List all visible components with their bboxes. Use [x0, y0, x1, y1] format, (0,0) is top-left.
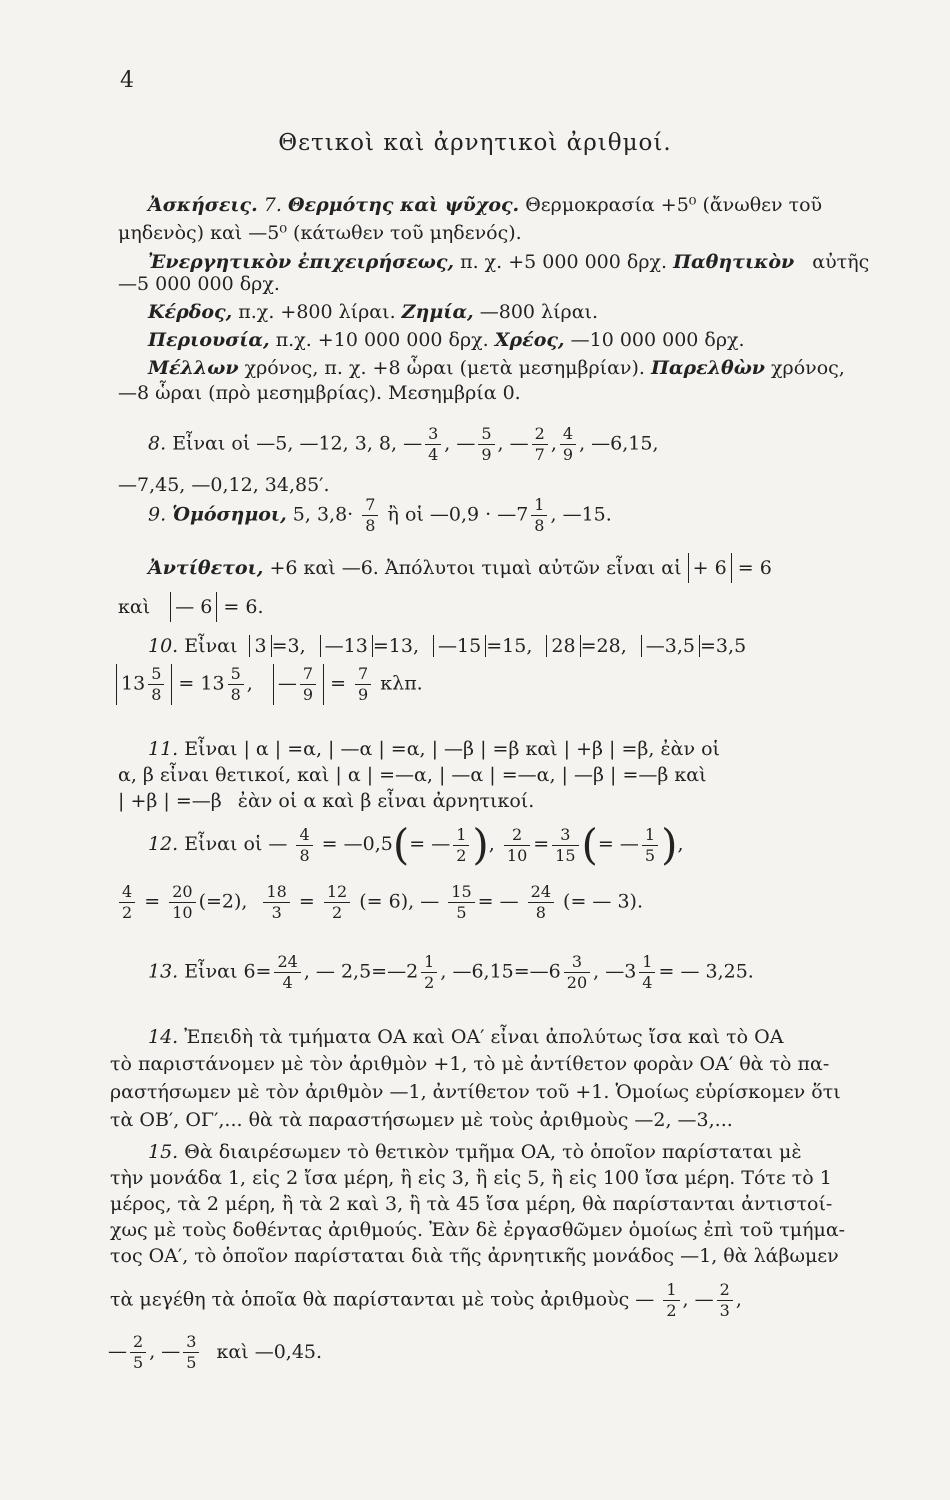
- fraction: $\frac{3}{15}$: [552, 825, 578, 866]
- exercise-7-line-6: Περιουσία, π.χ. +10 000 000 δρχ. Χρέος, —10 000 000 δρχ.: [148, 329, 745, 351]
- fraction: $\frac{1}{2}$: [663, 1280, 679, 1321]
- exercise-15-line-1: 15. Θὰ διαιρέσωμεν τὸ θετικὸν τμῆμα ΟΑ, τὸ ὁποῖον παρίσταται μὲ: [148, 1141, 802, 1163]
- exercise-7-line-8: —8 ὧραι (πρὸ μεσημβρίας). Μεσημβρία 0.: [118, 382, 521, 404]
- fraction: $\frac{24}{4}$: [274, 952, 300, 993]
- fraction: $\frac{3}{5}$: [183, 1332, 199, 1373]
- fraction: $\frac{1}{5}$: [642, 825, 658, 866]
- exercise-15-line-3: μέρος, τὰ 2 μέρη, ἢ τὰ 2 καὶ 3, ἢ τὰ 45 ἴσα μέρη, θὰ παρίστανται ἀντιστοί-: [110, 1193, 833, 1215]
- page-title: Θετικοὶ καὶ ἀρνητικοὶ ἀριθμοί.: [278, 130, 672, 156]
- exercise-11-line-1: 11. Εἶναι | α | =α, | —α | =α, | —β | =β καὶ | +β | =β, ἐὰν οἱ: [148, 738, 720, 760]
- absolute-value: — $\frac{7}{9}$: [273, 664, 324, 705]
- fraction: $\frac{18}{3}$: [263, 882, 289, 923]
- page-number: 4: [120, 68, 134, 93]
- exercise-13-line: 13. Εἶναι 6= $\frac{24}{4}$ , — 2,5=—2 $\frac{1}{2}$ , —6,15=—6 $\frac{3}{20}$ , —3 $\frac{1}{4}$ = — 3,25.: [148, 952, 754, 992]
- exercise-10-line-1: 10. Εἶναι 3 =3, —13 =13, —15 =15, 28 =28, —3,5 =3,5: [148, 635, 747, 657]
- fraction: $\frac{3}{4}$: [425, 424, 441, 465]
- fraction: $\frac{7}{8}$: [362, 495, 378, 536]
- fraction: $\frac{20}{10}$: [169, 882, 195, 923]
- fraction: $\frac{5}{9}$: [478, 424, 494, 465]
- fraction: $\frac{1}{8}$: [531, 495, 547, 536]
- exercise-12-line-1: 12. Εἶναι οἱ — $\frac{4}{8}$ = —0,5(= — $\frac{1}{2}$ ), $\frac{2}{10}$ = $\frac{3}{15}$ (= — $\frac{1}{5}$ ),: [148, 820, 684, 869]
- fraction: $\frac{4}{8}$: [296, 825, 312, 866]
- fraction: $\frac{2}{5}$: [130, 1332, 146, 1373]
- exercise-8-line-1: 8. Εἶναι οἱ —5, —12, 3, 8, — $\frac{3}{4}$ , — $\frac{5}{9}$ , — $\frac{2}{7}$ , $\frac{4}{9}$ , —6,15,: [148, 424, 659, 464]
- exercise-11-line-2: α, β εἶναι θετικοί, καὶ | α | =—α, | —α | =—α, | —β | =—β καὶ: [118, 764, 707, 786]
- fraction: $\frac{1}{4}$: [639, 952, 655, 993]
- fraction: $\frac{2}{3}$: [717, 1280, 733, 1321]
- fraction: $\frac{2}{10}$: [504, 825, 530, 866]
- exercise-14-line-3: ραστήσωμεν μὲ τὸν ἀριθμὸν —1, ἀντίθετον τοῦ +1. Ὁμοίως εὑρίσκομεν ὅτι: [110, 1081, 841, 1103]
- fraction: $\frac{4}{9}$: [560, 424, 576, 465]
- exercise-7-line-2: μηδενὸς) καὶ —5⁰ (κάτωθεν τοῦ μηδενός).: [118, 222, 522, 244]
- fraction: $\frac{1}{2}$: [421, 952, 437, 993]
- exercise-14-line-2: τὸ παριστάνομεν μὲ τὸν ἀριθμὸν +1, τὸ μὲ ἀντίθετον φορὰν ΟΑ′ θὰ τὸ πα-: [110, 1053, 830, 1075]
- exercise-7-line-7: Μέλλων χρόνος, π. χ. +8 ὧραι (μετὰ μεσημβρίαν). Παρελθὼν χρόνος,: [148, 357, 845, 379]
- exercise-15-line-2: τὴν μονάδα 1, εἰς 2 ἴσα μέρη, ἢ εἰς 3, ἢ εἰς 5, ἢ εἰς 100 ἴσα μέρη. Τότε τὸ 1: [110, 1167, 832, 1189]
- exercise-14-line-1: 14. Ἐπειδὴ τὰ τμήματα ΟΑ καὶ ΟΑ′ εἶναι ἀπολύτως ἴσα καὶ τὸ ΟΑ: [148, 1026, 784, 1048]
- fraction: $\frac{2}{7}$: [532, 424, 548, 465]
- exercise-7-line-5: Κέρδος, π.χ. +800 λίραι. Ζημία, —800 λίραι.: [148, 301, 599, 323]
- exercise-14-line-4: τὰ ΟΒ′, ΟΓ′,... θὰ τὰ παραστήσωμεν μὲ τοὺς ἀριθμοὺς —2, —3,...: [110, 1109, 733, 1131]
- exercise-15-line-7: — $\frac{2}{5}$ , — $\frac{3}{5}$ καὶ —0,45.: [108, 1332, 323, 1372]
- fraction: $\frac{4}{2}$: [119, 882, 135, 923]
- absolute-value: 13 $\frac{5}{8}$: [116, 664, 172, 705]
- exercise-10-line-2: 13 $\frac{5}{8}$ = 13 $\frac{5}{8}$ , — $\frac{7}{9}$ = $\frac{7}{9}$ κλπ.: [116, 664, 423, 705]
- fraction: $\frac{7}{9}$: [355, 664, 371, 705]
- fraction: $\frac{24}{8}$: [528, 882, 554, 923]
- fraction: $\frac{5}{8}$: [228, 664, 244, 705]
- exercise-11-line-3: | +β | =—β ἐὰν οἱ α καὶ β εἶναι ἀρνητικοί.: [118, 790, 535, 812]
- exercise-9-line: 9. Ὁμόσημοι, 5, 3,8· $\frac{7}{8}$ ἢ οἱ —0,9 · —7 $\frac{1}{8}$ , —15.: [148, 495, 612, 535]
- exercise-7-line-3: Ἐνεργητικὸν ἐπιχειρήσεως, π. χ. +5 000 000 δρχ. Παθητικὸν αὐτῆς: [148, 251, 870, 273]
- fraction: $\frac{15}{5}$: [448, 882, 474, 923]
- fraction: $\frac{1}{2}$: [453, 825, 469, 866]
- exercise-7-line-1: Ἀσκήσεις. 7. Θερμότης καὶ ψῦχος. Θερμοκρασία +5⁰ (ἄνωθεν τοῦ: [148, 194, 823, 216]
- exercise-12-line-2: $\frac{4}{2}$ = $\frac{20}{10}$ (=2), $\frac{18}{3}$ = $\frac{12}{2}$ (= 6), — $\frac{15}{5}$ = — $\frac{24}{8}$ (= — 3).: [116, 882, 643, 923]
- exercise-15-line-4: χως μὲ τοὺς δοθέντας ἀριθμούς. Ἐὰν δὲ ἐργασθῶμεν ὁμοίως ἐπὶ τοῦ τμήμα-: [110, 1219, 846, 1241]
- exercise-7-line-4: —5 000 000 δρχ.: [118, 273, 280, 295]
- exercise-15-line-5: τος ΟΑ′, τὸ ὁποῖον παρίσταται διὰ τῆς ἀρνητικῆς μονάδος —1, θὰ λάβωμεν: [110, 1245, 839, 1267]
- fraction: $\frac{12}{2}$: [324, 882, 350, 923]
- fraction: $\frac{3}{20}$: [564, 952, 590, 993]
- exercise-8-line-2: —7,45, —0,12, 34,85′.: [118, 474, 330, 496]
- opposites-line-2: καὶ — 6 = 6.: [118, 592, 263, 622]
- opposites-line-1: Ἀντίθετοι, +6 καὶ —6. Ἀπόλυτοι τιμαὶ αὐτῶν εἶναι αἱ + 6 = 6: [148, 553, 772, 583]
- exercise-15-line-6: τὰ μεγέθη τὰ ὁποῖα θὰ παρίστανται μὲ τοὺς ἀριθμοὺς — $\frac{1}{2}$ , — $\frac{2}{3}$ ,: [110, 1280, 742, 1320]
